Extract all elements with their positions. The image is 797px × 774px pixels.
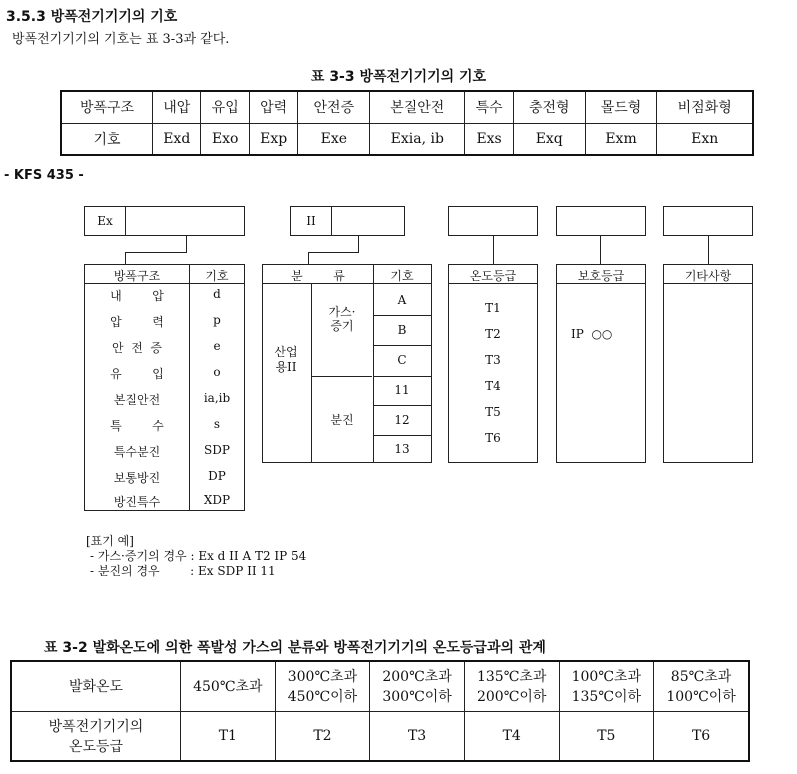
structure-symbol: s xyxy=(213,417,221,431)
range-high: 135℃이하 xyxy=(571,689,642,706)
class-symbol: A xyxy=(397,293,407,307)
example-dust-label: - 분진의 경우 : xyxy=(90,564,199,578)
class-symbol: 13 xyxy=(394,442,410,456)
kfs-label: - KFS 435 - xyxy=(4,168,84,183)
temperature-class: T4 xyxy=(485,379,501,393)
table33-symbol: Exp xyxy=(249,123,297,155)
example-line-dust xyxy=(90,562,276,579)
table32-range xyxy=(181,661,276,711)
range-high: 200℃이하 xyxy=(476,689,547,706)
table33-type: 특수 xyxy=(465,91,513,123)
other-header: 기타사항 xyxy=(684,269,732,283)
table33-symbol: Exm xyxy=(585,123,657,155)
table33-symbol: Exe xyxy=(298,123,370,155)
other-table xyxy=(663,264,753,463)
table33-symbol: Exs xyxy=(465,123,513,155)
ex-box-label: Ex xyxy=(97,214,113,228)
table33-symbol: Exd xyxy=(153,123,201,155)
class-symbol: 12 xyxy=(394,413,410,427)
section-heading: 3.5.3 방폭전기기기의 기호 xyxy=(6,9,178,25)
structure-symbol: e xyxy=(213,339,221,353)
temperature-class: T5 xyxy=(485,405,501,419)
structure-header: 방폭구조 xyxy=(113,269,161,283)
example-gas-label: - 가스·증기의 경우 : xyxy=(90,549,199,563)
structure-name: 압 력 xyxy=(110,315,164,329)
range-low: 135℃초과 xyxy=(476,669,547,686)
range-high: 100℃이하 xyxy=(666,689,736,706)
table33-type: 본질안전 xyxy=(370,91,465,123)
ex-blank-box xyxy=(125,206,245,236)
group-box xyxy=(290,206,332,236)
structure-symbol: p xyxy=(213,313,221,327)
temperature-class: T3 xyxy=(485,353,501,367)
class-symbol-header: 기호 xyxy=(390,269,414,283)
table33-type: 충전형 xyxy=(513,91,585,123)
protection-header: 보호등급 xyxy=(577,269,625,283)
table32-class: T1 xyxy=(181,711,276,761)
table32-range xyxy=(464,661,559,711)
range-high: 450℃이하 xyxy=(287,689,358,706)
range-low: 300℃초과 xyxy=(287,669,358,686)
industrial-label: 산업용II xyxy=(274,345,298,374)
structure-symbol: d xyxy=(213,287,221,301)
example-title: [표기 예] xyxy=(86,534,134,548)
other-box xyxy=(663,206,753,236)
structure-name: 방진특수 xyxy=(113,495,161,509)
structure-name: 특 수 xyxy=(110,419,164,433)
temperature-class: T6 xyxy=(485,431,501,445)
table33-type: 유입 xyxy=(201,91,249,123)
table33-type: 압력 xyxy=(249,91,297,123)
structure-symbol: DP xyxy=(208,469,226,483)
table33-type: 내압 xyxy=(153,91,201,123)
protection-table xyxy=(556,264,646,463)
table33-header-label: 방폭구조 xyxy=(61,91,153,123)
protection-value: IP ○○ xyxy=(571,327,613,341)
table32-class: T6 xyxy=(654,711,749,761)
structure-name: 유 입 xyxy=(110,367,164,381)
ex-box xyxy=(84,206,126,236)
table32-class: T5 xyxy=(559,711,654,761)
table32-range xyxy=(275,661,370,711)
structure-symbol: SDP xyxy=(204,443,230,457)
temperature-header: 온도등급 xyxy=(469,269,517,283)
temp-box xyxy=(448,206,538,236)
range-high: 300℃이하 xyxy=(382,689,452,706)
symbol-header: 기호 xyxy=(205,269,229,283)
structure-name: 보통방진 xyxy=(113,471,161,485)
table32-range xyxy=(370,661,465,711)
gas-label: 가스·증기 xyxy=(328,305,356,333)
structure-table xyxy=(84,264,245,511)
table-3-2 xyxy=(10,660,750,762)
table33-row-label: 기호 xyxy=(61,123,153,155)
range-low: 100℃초과 xyxy=(571,669,642,686)
table33-symbol: Exq xyxy=(513,123,585,155)
table33-type: 몰드형 xyxy=(585,91,657,123)
table-3-3-caption: 표 3-3 방폭전기기기의 기호 xyxy=(310,69,487,85)
group-blank-box xyxy=(331,206,405,236)
temperature-class: T2 xyxy=(485,327,501,341)
structure-symbol: o xyxy=(213,365,221,379)
structure-symbol: ia,ib xyxy=(203,391,231,405)
table32-range xyxy=(559,661,654,711)
structure-name: 본질안전 xyxy=(113,393,161,407)
temperature-table xyxy=(448,264,538,463)
row2-label-line1: 방폭전기기기의 xyxy=(48,718,144,735)
range-low: 450℃초과 xyxy=(193,679,263,696)
table-3-2-caption: 표 3-2 발화온도에 의한 폭발성 가스의 분류와 방폭전기기기의 온도등급과의 관계 xyxy=(44,640,546,656)
table33-symbol: Exo xyxy=(201,123,249,155)
table-3-3 xyxy=(60,90,754,156)
classification-table xyxy=(262,264,432,463)
table32-class: T2 xyxy=(275,711,370,761)
range-low: 85℃초과 xyxy=(670,669,732,686)
row2-label-line2: 온도등급 xyxy=(68,738,124,755)
classification-header: 분 류 xyxy=(291,269,345,283)
dust-label: 분진 xyxy=(330,413,354,427)
structure-name: 내 압 xyxy=(110,289,164,303)
table32-row2-label xyxy=(11,711,181,761)
table33-type: 비점화형 xyxy=(657,91,753,123)
structure-name: 안 전 증 xyxy=(111,341,163,355)
class-symbol: 11 xyxy=(394,383,410,397)
section-intro: 방폭전기기기의 기호는 표 3-3과 같다. xyxy=(12,32,230,47)
table32-row1-label: 발화온도 xyxy=(11,661,181,711)
table32-class: T3 xyxy=(370,711,465,761)
structure-symbol: XDP xyxy=(203,493,231,507)
table32-class: T4 xyxy=(464,711,559,761)
range-low: 200℃초과 xyxy=(382,669,452,686)
table32-range xyxy=(654,661,749,711)
table33-symbol: Exia, ib xyxy=(370,123,465,155)
class-symbol: C xyxy=(397,353,407,367)
example-dust-value: Ex SDP II 11 xyxy=(198,564,276,578)
example-gas-value: Ex d II A T2 IP 54 xyxy=(198,549,307,563)
table33-symbol: Exn xyxy=(657,123,753,155)
protect-box xyxy=(556,206,646,236)
table33-type: 안전증 xyxy=(298,91,370,123)
temperature-class: T1 xyxy=(485,301,501,315)
group-box-label: II xyxy=(306,214,316,228)
class-symbol: B xyxy=(397,323,407,337)
structure-name: 특수분진 xyxy=(113,445,161,459)
